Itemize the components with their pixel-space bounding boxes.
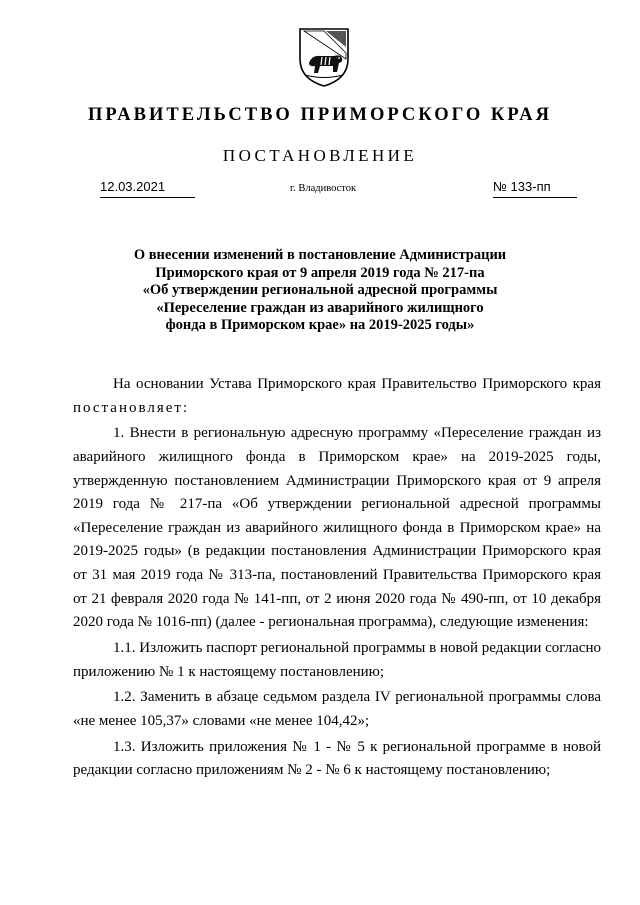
document-type-title: ПОСТАНОВЛЕНИЕ — [222, 146, 418, 165]
subject-line: «Переселение граждан из аварийного жилищного — [156, 299, 484, 316]
preamble-text: На основании Устава Приморского края Правительство Приморского края — [113, 376, 601, 392]
subject-line: Приморского края от 9 апреля 2019 года № 217-па — [155, 264, 485, 281]
subject-line: О внесении изменений в постановление Администрации — [133, 247, 507, 263]
document-date: 12.03.2021 — [100, 177, 195, 198]
document-number: № 133-пп — [493, 177, 577, 198]
coat-of-arms-icon — [296, 25, 352, 89]
preamble-decree-word: постановляет: — [73, 399, 190, 416]
subject-line: «Об утверждении региональной адресной программы — [142, 282, 498, 299]
body-paragraph: 1. Внести в региональную адресную программу «Переселение граждан из аварийного жилищного фонда в Приморском крае» на 2019-2025 годы, утвержденную постановлением Администрации Приморского края от 9 апреля 2019 года № 217-па «Об утверждении региональной адресной программы «Переселение граждан из аварийного жилищного фонда в Приморском крае» на 2019-2025 годы» (в редакции постановления Администрации Приморского края от 31 мая 2019 года № 313-па, постановлений Правительства Приморского края от 21 февраля 2020 года № 141-пп, от 2 июня 2020 года № 490-пп, от 10 декабря 2020 года № 1016-пп) (далее - региональная программа), следующие изменения: — [73, 425, 601, 631]
body-paragraph: 1.1. Изложить паспорт региональной программы в новой редакции согласно приложению № 1 к настоящему постановлению; — [73, 639, 601, 680]
document-subject — [90, 247, 550, 335]
document-city: г. Владивосток — [290, 183, 357, 194]
government-title: ПРАВИТЕЛЬСТВО ПРИМОРСКОГО КРАЯ — [87, 105, 552, 125]
subject-line: фонда в Приморском крае» на 2019-2025 годы» — [165, 317, 475, 334]
body-paragraph: 1.3. Изложить приложения № 1 - № 5 к региональной программе в новой редакции согласно приложениям № 2 - № 6 к настоящему постановлению; — [73, 738, 601, 779]
document-body — [73, 373, 601, 785]
body-paragraph: 1.2. Заменить в абзаце седьмом раздела IV региональной программы слова «не менее 105,37» словами «не менее 104,42»; — [73, 689, 601, 729]
preamble-paragraph — [73, 373, 601, 420]
